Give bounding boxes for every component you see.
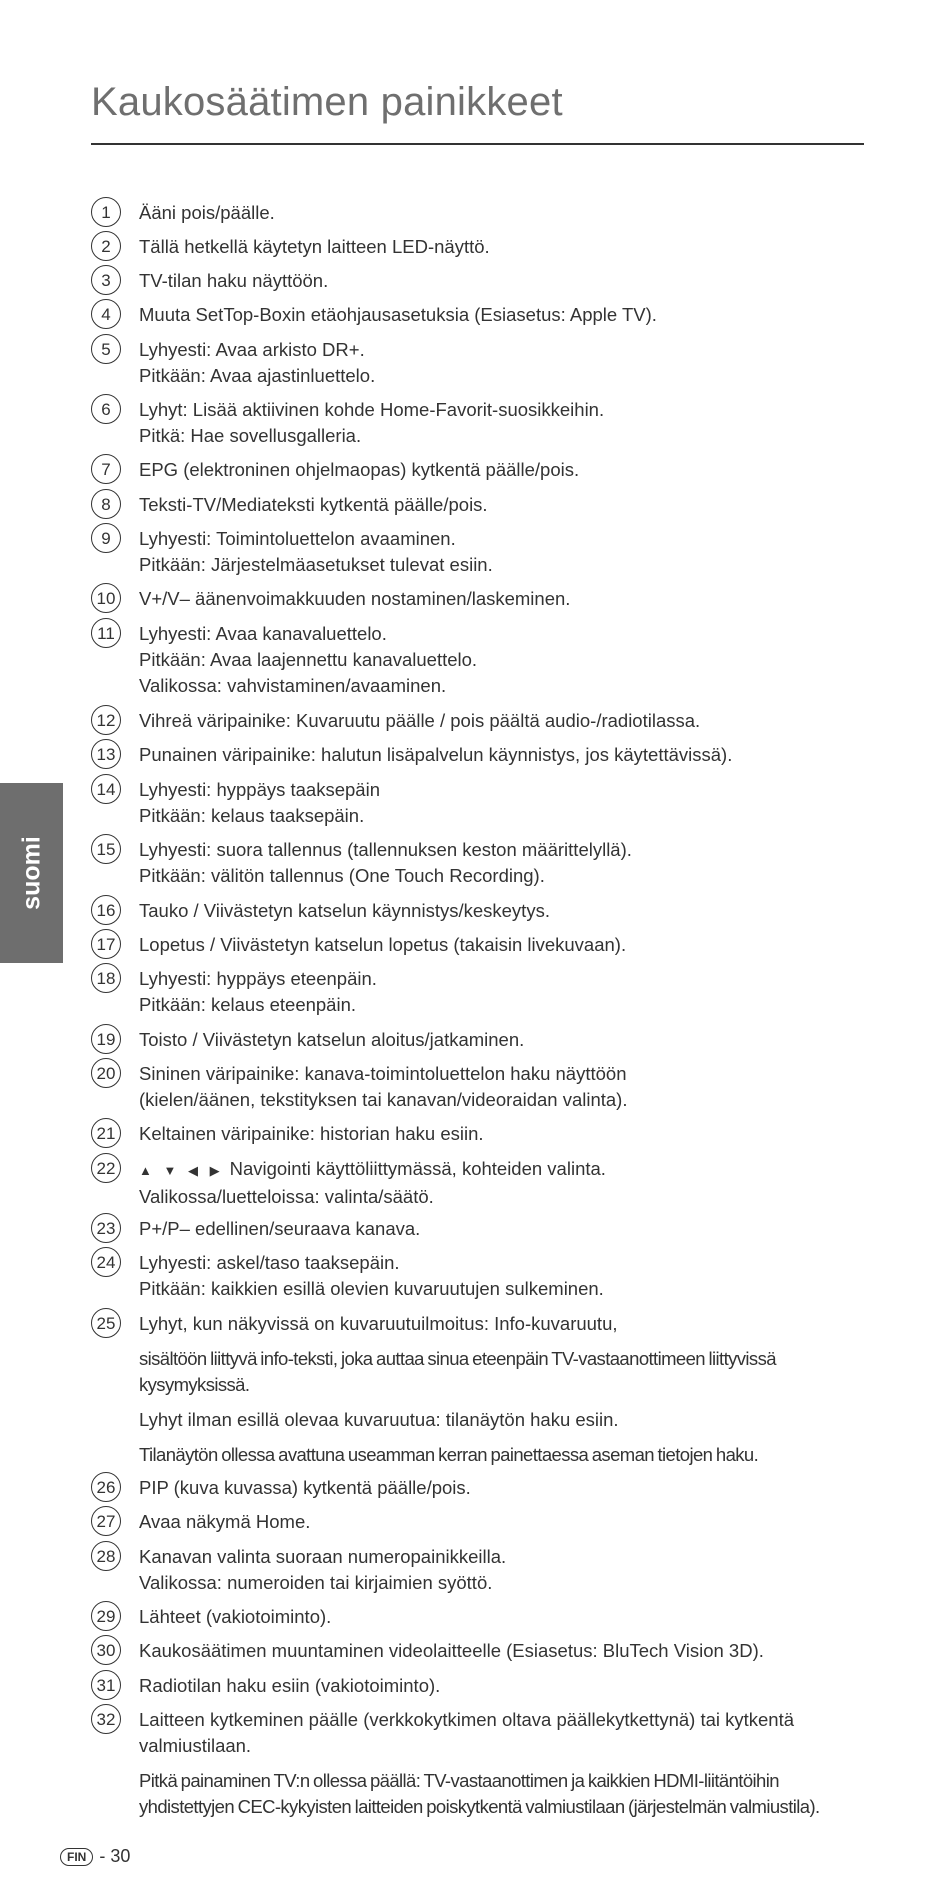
item-text: Tällä hetkellä käytetyn laitteen LED-näyttö. bbox=[139, 236, 490, 257]
item-number-badge: 20 bbox=[91, 1058, 121, 1088]
item-text: Tauko / Viivästetyn katselun käynnistys/keskeytys. bbox=[139, 900, 550, 921]
item-text: Avaa näkymä Home. bbox=[139, 1511, 311, 1532]
item-number-badge: 6 bbox=[91, 394, 121, 424]
item-text: Vihreä väripainike: Kuvaruutu päälle / pois päältä audio-/radiotilassa. bbox=[139, 710, 701, 731]
item-text: Lyhyesti: Avaa arkisto DR+. bbox=[139, 339, 365, 360]
item-number-badge: 5 bbox=[91, 334, 121, 364]
item-number-badge: 8 bbox=[91, 489, 121, 519]
item-text: Pitkään: Avaa ajastinluettelo. bbox=[139, 365, 376, 386]
item-number-badge: 25 bbox=[91, 1308, 121, 1338]
item-number-badge: 1 bbox=[91, 197, 121, 227]
item-text: Ääni pois/päälle. bbox=[139, 202, 275, 223]
item-text: Lähteet (vakiotoiminto). bbox=[139, 1606, 332, 1627]
item-number-badge: 22 bbox=[91, 1153, 121, 1183]
item-number-badge: 21 bbox=[91, 1118, 121, 1148]
item-text: (kielen/äänen, tekstityksen tai kanavan/videoraidan valinta). bbox=[139, 1089, 628, 1110]
item-text: Kaukosäätimen muuntaminen videolaitteelle (Esiasetus: BluTech Vision 3D). bbox=[139, 1640, 764, 1661]
item-text: Toisto / Viivästetyn katselun aloitus/jatkaminen. bbox=[139, 1029, 525, 1050]
language-side-tab bbox=[0, 783, 63, 963]
item-number-badge: 26 bbox=[91, 1472, 121, 1502]
item-text: sisältöön liittyvä info-teksti, joka auttaa sinua eteenpäin TV-vastaanottimeen liittyvissä kysymyksissä. bbox=[139, 1348, 776, 1395]
item-text: Lyhyesti: hyppäys taaksepäin bbox=[139, 779, 380, 800]
item-text: Pitkään: kaikkien esillä olevien kuvaruutujen sulkeminen. bbox=[139, 1278, 604, 1299]
item-text: Pitkä: Hae sovellusgalleria. bbox=[139, 425, 362, 446]
item-number-badge: 7 bbox=[91, 454, 121, 484]
item-text: Navigointi käyttöliittymässä, kohteiden valinta. bbox=[229, 1158, 606, 1179]
item-text: Lyhyt ilman esillä olevaa kuvaruutua: tilanäytön haku esiin. bbox=[139, 1409, 619, 1430]
item-number-badge: 17 bbox=[91, 929, 121, 959]
item-number-badge: 31 bbox=[91, 1670, 121, 1700]
item-text: Sininen väripainike: kanava-toimintoluettelon haku näyttöön bbox=[139, 1063, 627, 1084]
item-number-badge: 16 bbox=[91, 895, 121, 925]
item-number-badge: 28 bbox=[91, 1541, 121, 1571]
item-text: Pitkään: kelaus eteenpäin. bbox=[139, 994, 357, 1015]
item-number-badge: 23 bbox=[91, 1213, 121, 1243]
item-text: Valikossa: numeroiden tai kirjaimien syöttö. bbox=[139, 1572, 493, 1593]
item-number-badge: 4 bbox=[91, 299, 121, 329]
language-tab-label: suomi bbox=[17, 836, 45, 910]
item-text: Valikossa/luetteloissa: valinta/säätö. bbox=[139, 1186, 434, 1207]
item-text: Pitkään: Järjestelmäasetukset tulevat esiin. bbox=[139, 554, 493, 575]
item-number-badge: 18 bbox=[91, 963, 121, 993]
item-text: Laitteen kytkeminen päälle (verkkokytkimen oltava päällekytkettynä) tai kytkentä valmiustilaan. bbox=[139, 1709, 795, 1756]
language-badge: FIN bbox=[60, 1848, 93, 1866]
item-number-badge: 13 bbox=[91, 739, 121, 769]
item-text: Valikossa: vahvistaminen/avaaminen. bbox=[139, 675, 447, 696]
item-text: Keltainen väripainike: historian haku esiin. bbox=[139, 1123, 484, 1144]
item-text: Lopetus / Viivästetyn katselun lopetus (takaisin livekuvaan). bbox=[139, 934, 627, 955]
item-number-badge: 29 bbox=[91, 1601, 121, 1631]
item-number-badge: 3 bbox=[91, 265, 121, 295]
item-text: V+/V– äänenvoimakkuuden nostaminen/laskeminen. bbox=[139, 588, 571, 609]
item-text: Lyhyt: Lisää aktiivinen kohde Home-Favorit-suosikkeihin. bbox=[139, 399, 605, 420]
page-footer bbox=[60, 1846, 130, 1867]
item-text: P+/P– edellinen/seuraava kanava. bbox=[139, 1218, 421, 1239]
item-text: Teksti-TV/Mediateksti kytkentä päälle/pois. bbox=[139, 494, 488, 515]
item-text: Pitkään: välitön tallennus (One Touch Recording). bbox=[139, 865, 545, 886]
item-number-badge: 10 bbox=[91, 583, 121, 613]
item-text: TV-tilan haku näyttöön. bbox=[139, 270, 329, 291]
item-text: Lyhyesti: hyppäys eteenpäin. bbox=[139, 968, 377, 989]
item-text: Lyhyesti: askel/taso taaksepäin. bbox=[139, 1252, 400, 1273]
item-number-badge: 14 bbox=[91, 774, 121, 804]
item-number-badge: 24 bbox=[91, 1247, 121, 1277]
page-number: - 30 bbox=[99, 1846, 131, 1866]
item-text: Kanavan valinta suoraan numeropainikkeilla. bbox=[139, 1546, 507, 1567]
item-text: Lyhyesti: Avaa kanavaluettelo. bbox=[139, 623, 387, 644]
item-number-badge: 11 bbox=[91, 618, 121, 648]
page-title: Kaukosäätimen painikkeet bbox=[91, 80, 563, 124]
item-text: Muuta SetTop-Boxin etäohjausasetuksia (Esiasetus: Apple TV). bbox=[139, 304, 657, 325]
item-text: Lyhyesti: Toimintoluettelon avaaminen. bbox=[139, 528, 456, 549]
item-number-badge: 2 bbox=[91, 231, 121, 261]
item-text: Pitkään: kelaus taaksepäin. bbox=[139, 805, 365, 826]
title-divider bbox=[91, 143, 864, 145]
item-text: Tilanäytön ollessa avattuna useamman kerran painettaessa aseman tietojen haku. bbox=[139, 1444, 759, 1465]
item-number-badge: 27 bbox=[91, 1506, 121, 1536]
item-number-badge: 9 bbox=[91, 523, 121, 553]
item-text: Radiotilan haku esiin (vakiotoiminto). bbox=[139, 1675, 441, 1696]
item-number-badge: 12 bbox=[91, 705, 121, 735]
item-text: EPG (elektroninen ohjelmaopas) kytkentä päälle/pois. bbox=[139, 459, 580, 480]
item-number-badge: 32 bbox=[91, 1704, 121, 1734]
item-text: Lyhyt, kun näkyvissä on kuvaruutuilmoitus: Info-kuvaruutu, bbox=[139, 1313, 618, 1334]
item-number-badge: 19 bbox=[91, 1024, 121, 1054]
item-text: Pitkä painaminen TV:n ollessa päällä: TV-vastaanottimen ja kaikkien HDMI-liitäntöihin yhdistettyjen CEC-kykyisten laitteiden poiskytkentä valmiustilaan (järjestelmän valmiustila). bbox=[139, 1770, 820, 1817]
item-number-badge: 30 bbox=[91, 1635, 121, 1665]
item-text: Punainen väripainike: halutun lisäpalvelun käynnistys, jos käytettävissä). bbox=[139, 744, 733, 765]
item-text: Pitkään: Avaa laajennettu kanavaluettelo. bbox=[139, 649, 478, 670]
item-text: Lyhyesti: suora tallennus (tallennuksen keston määrittelyllä). bbox=[139, 839, 632, 860]
item-text: PIP (kuva kuvassa) kytkentä päälle/pois. bbox=[139, 1477, 471, 1498]
item-number-badge: 15 bbox=[91, 834, 121, 864]
navigation-arrows-icon: ▲ ▼ ◀ ▶ bbox=[139, 1163, 224, 1178]
